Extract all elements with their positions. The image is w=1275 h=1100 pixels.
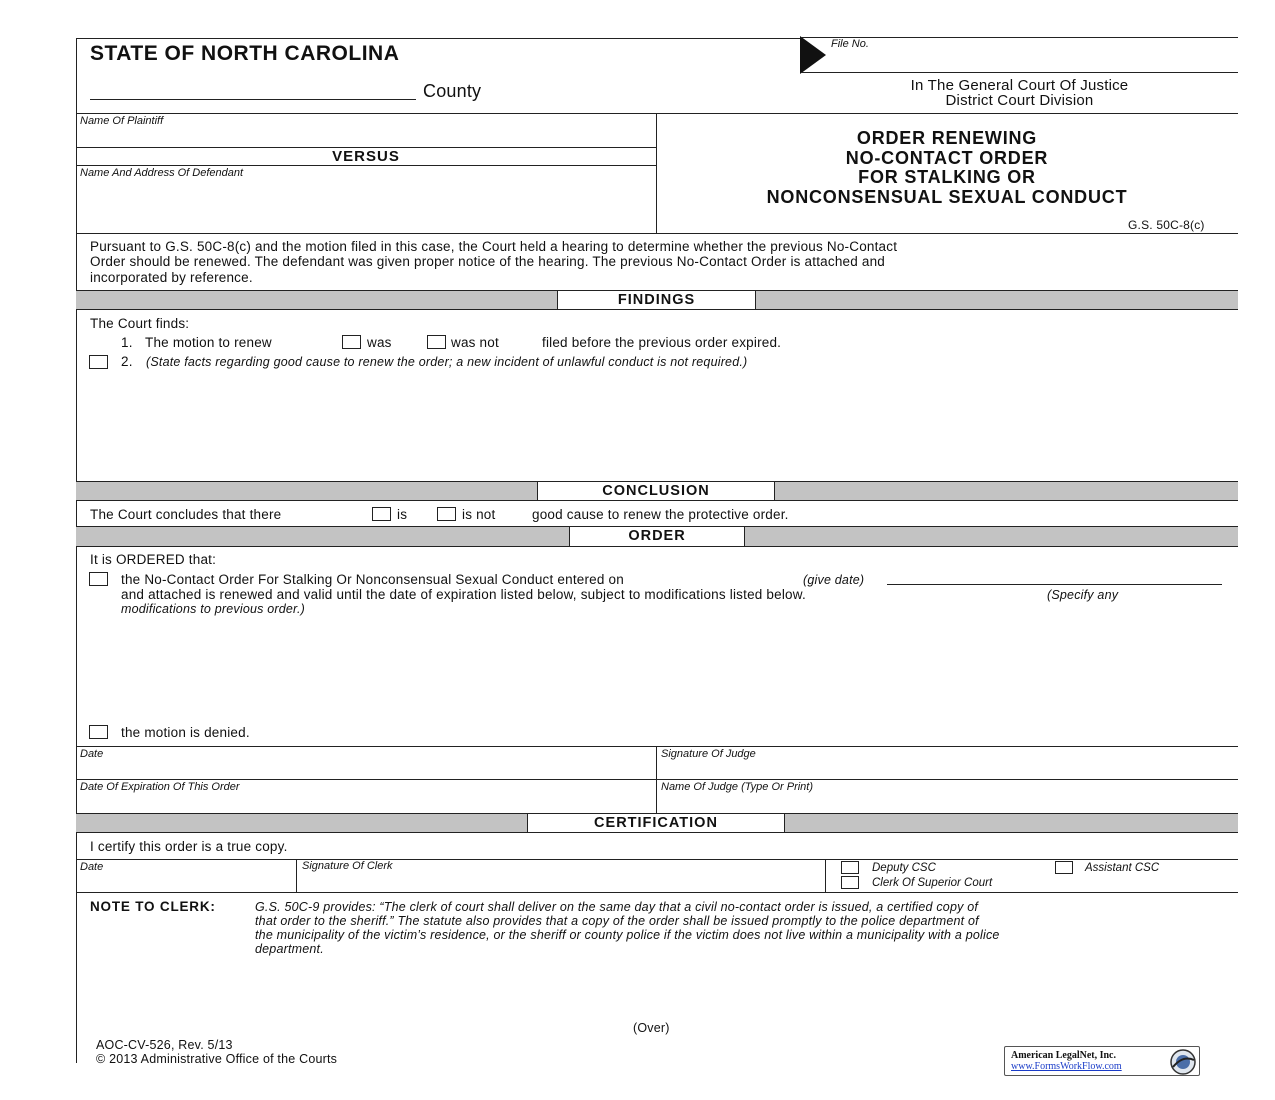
cert-top-line	[76, 859, 1238, 860]
signature-mid-line	[76, 779, 1238, 780]
motion-denied-checkbox[interactable]	[89, 725, 108, 739]
intro-line-1: Pursuant to G.S. 50C-8(c) and the motion filed in this case, the Court held a hearing to determine whether the previous No-Contact	[90, 239, 898, 254]
arrow-marker-icon	[800, 36, 828, 74]
assistant-csc-label: Assistant CSC	[1085, 862, 1160, 874]
title-line-2: NO-CONTACT ORDER	[845, 148, 1049, 168]
defendant-label: Name And Address Of Defendant	[80, 167, 244, 179]
specify-label: (Specify any	[1047, 588, 1119, 602]
finding-1-number: 1.	[121, 335, 133, 350]
file-no-top-line	[801, 37, 1238, 38]
county-label: County	[423, 81, 482, 101]
findings-heading: FINDINGS	[557, 290, 756, 310]
versus-label: VERSUS	[332, 148, 400, 165]
title-line-4: NONCONSENSUAL SEXUAL CONDUCT	[766, 187, 1128, 207]
versus-line	[76, 165, 656, 166]
certification-heading: CERTIFICATION	[527, 813, 785, 833]
conclusion-heading: CONCLUSION	[537, 481, 775, 501]
deputy-csc-label: Deputy CSC	[872, 862, 936, 874]
expiration-date-field[interactable]	[76, 793, 656, 813]
note-line-4: department.	[255, 942, 324, 956]
entered-date-field[interactable]	[887, 569, 1222, 585]
judge-name-label: Name Of Judge (Type Or Print)	[661, 781, 814, 793]
finding-2-text: (State facts regarding good cause to renew the order; a new incident of unlawful conduct is not required.)	[146, 355, 748, 369]
title-line-1: ORDER RENEWING	[856, 128, 1038, 148]
deputy-csc-checkbox[interactable]	[841, 861, 859, 874]
note-line-2: that order to the sheriff.” The statute also provides that a copy of the order shall be issued promptly to the police department of	[255, 914, 979, 928]
statute-ref: G.S. 50C-8(c)	[1128, 218, 1205, 232]
note-line-3: the municipality of the victim’s residence, or the sheriff or county police if the victim does not live within a municipality with a police	[255, 928, 1000, 942]
motion-was-not-label: was not	[451, 335, 499, 350]
judge-signature-field[interactable]	[657, 760, 1237, 779]
cause-is-not-checkbox[interactable]	[437, 507, 456, 521]
note-line-1: G.S. 50C-9 provides: “The clerk of court shall deliver on the same day that a civil no-contact order is issued, a certified copy of	[255, 900, 979, 914]
order-renew-line-3: modifications to previous order.)	[121, 602, 305, 616]
judge-signature-label: Signature Of Judge	[661, 748, 756, 760]
give-date-label: (give date)	[803, 573, 865, 587]
certify-statement: I certify this order is a true copy.	[90, 839, 288, 854]
order-heading: ORDER	[569, 526, 745, 547]
clerk-signature-field[interactable]	[297, 873, 825, 892]
finding-2-number: 2.	[121, 354, 133, 369]
state-heading: STATE OF NORTH CAROLINA	[90, 42, 400, 65]
county-blank-line	[90, 99, 416, 100]
expiration-date-label: Date Of Expiration Of This Order	[80, 781, 240, 793]
cert-divider-2	[825, 859, 826, 892]
title-divider	[76, 233, 1238, 234]
legalnet-logo[interactable]	[1004, 1046, 1200, 1076]
form-id: AOC-CV-526, Rev. 5/13	[96, 1038, 233, 1052]
assistant-csc-checkbox[interactable]	[1055, 861, 1073, 874]
conclusion-lead: The Court concludes that there	[90, 507, 282, 522]
cause-is-not-label: is not	[462, 507, 496, 522]
plaintiff-label: Name Of Plaintiff	[80, 115, 164, 127]
logo-url: www.FormsWorkFlow.com	[1011, 1061, 1122, 1072]
court-line-1: In The General Court Of Justice	[910, 77, 1129, 94]
cert-date-field[interactable]	[76, 873, 296, 892]
order-date-field[interactable]	[76, 760, 656, 779]
globe-icon	[1169, 1048, 1197, 1076]
finding-1-tail: filed before the previous order expired.	[542, 335, 782, 350]
court-finds: The Court finds:	[90, 316, 190, 331]
logo-company: American LegalNet, Inc.	[1011, 1050, 1116, 1061]
findings-facts-field[interactable]	[120, 372, 1230, 478]
cert-bottom-line	[76, 892, 1238, 893]
title-line-3: FOR STALKING OR	[858, 167, 1036, 187]
copyright: © 2013 Administrative Office of the Courts	[96, 1052, 338, 1066]
over-label: (Over)	[633, 1021, 670, 1035]
order-renew-line-1: the No-Contact Order For Stalking Or Nonconsensual Sexual Conduct entered on	[121, 572, 624, 587]
header-divider	[76, 113, 1238, 114]
motion-was-not-checkbox[interactable]	[427, 335, 446, 349]
top-border	[76, 38, 801, 39]
motion-was-checkbox[interactable]	[342, 335, 361, 349]
motion-denied-label: the motion is denied.	[121, 725, 250, 740]
intro-line-2: Order should be renewed. The defendant was given proper notice of the hearing. The previous No-Contact Order is attached and	[90, 254, 886, 269]
modifications-field[interactable]	[120, 620, 1230, 720]
judge-name-field[interactable]	[657, 793, 1237, 813]
cause-is-label: is	[397, 507, 408, 522]
finding-1-text: The motion to renew	[145, 335, 272, 350]
plaintiff-name-field[interactable]	[76, 128, 656, 147]
order-lead: It is ORDERED that:	[90, 552, 217, 567]
conclusion-tail: good cause to renew the protective order.	[532, 507, 789, 522]
clerk-superior-label: Clerk Of Superior Court	[872, 877, 993, 889]
cause-is-checkbox[interactable]	[372, 507, 391, 521]
motion-was-label: was	[367, 335, 392, 350]
clerk-signature-label: Signature Of Clerk	[302, 860, 393, 872]
cert-date-label: Date	[80, 861, 104, 873]
signature-top-line	[76, 746, 1238, 747]
note-label: NOTE TO CLERK:	[90, 899, 216, 914]
intro-line-3: incorporated by reference.	[90, 270, 253, 285]
clerk-superior-checkbox[interactable]	[841, 876, 859, 889]
file-no-bottom-line	[801, 72, 1238, 73]
finding-2-checkbox[interactable]	[89, 355, 108, 369]
file-no-label: File No.	[831, 38, 869, 50]
order-renew-checkbox[interactable]	[89, 572, 108, 586]
court-line-2: District Court Division	[945, 92, 1094, 109]
order-date-label: Date	[80, 748, 104, 760]
defendant-field[interactable]	[76, 180, 656, 232]
order-renew-line-2: and attached is renewed and valid until the date of expiration listed below, subject to modifications listed below.	[121, 587, 806, 602]
